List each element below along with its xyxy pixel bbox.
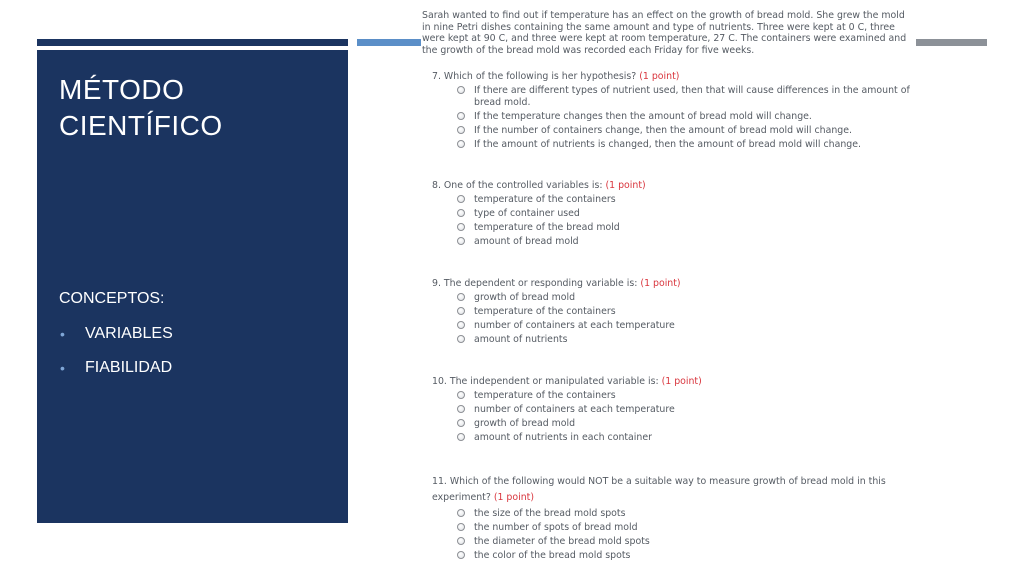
- radio-button[interactable]: [457, 237, 465, 245]
- points-label: (1 point): [493, 492, 534, 503]
- points-label: (1 point): [639, 71, 680, 82]
- radio-button[interactable]: [457, 523, 465, 531]
- points-label: (1 point): [605, 180, 646, 191]
- radio-button[interactable]: [457, 293, 465, 301]
- accent-bar-middle: [357, 39, 421, 46]
- accent-bar-left: [37, 39, 348, 46]
- concept-label: VARIABLES: [85, 325, 173, 342]
- answer-option[interactable]: [432, 432, 912, 444]
- question-11: [432, 474, 902, 562]
- answer-option[interactable]: [432, 208, 912, 220]
- answer-option[interactable]: [432, 85, 912, 108]
- concept-item: [59, 358, 173, 378]
- title-panel: [37, 50, 348, 523]
- radio-button[interactable]: [457, 140, 465, 148]
- radio-button[interactable]: [457, 433, 465, 441]
- radio-button[interactable]: [457, 112, 465, 120]
- slide-title-line-2: CIENTÍFICO: [59, 110, 223, 141]
- option-label: amount of nutrients: [474, 334, 568, 346]
- question-10: [432, 376, 912, 444]
- option-label: temperature of the bread mold: [474, 222, 620, 234]
- radio-button[interactable]: [457, 419, 465, 427]
- option-label: the diameter of the bread mold spots: [474, 536, 650, 548]
- concepts-heading: CONCEPTOS:: [59, 290, 165, 307]
- bullet-icon: •: [60, 326, 65, 342]
- answer-option[interactable]: [432, 194, 912, 206]
- concept-item: [59, 324, 173, 344]
- radio-button[interactable]: [457, 335, 465, 343]
- option-label: number of containers at each temperature: [474, 320, 675, 332]
- concept-list: [59, 324, 173, 378]
- answer-option[interactable]: [432, 125, 912, 137]
- radio-button[interactable]: [457, 321, 465, 329]
- answer-option[interactable]: [432, 522, 902, 534]
- radio-button[interactable]: [457, 307, 465, 315]
- radio-button[interactable]: [457, 86, 465, 94]
- answer-option[interactable]: [432, 390, 912, 402]
- answer-option[interactable]: [432, 550, 902, 562]
- option-label: temperature of the containers: [474, 390, 616, 402]
- answer-option[interactable]: [432, 306, 912, 318]
- option-label: amount of nutrients in each container: [474, 432, 652, 444]
- question-9: [432, 278, 912, 346]
- question-text: 7. Which of the following is her hypothesis? (1 point): [432, 71, 680, 82]
- question-text: 10. The independent or manipulated variable is: (1 point): [432, 376, 702, 387]
- bullet-icon: •: [60, 360, 65, 376]
- radio-button[interactable]: [457, 209, 465, 217]
- slide-title-line-1: MÉTODO: [59, 74, 185, 105]
- option-label: growth of bread mold: [474, 418, 576, 430]
- answer-option[interactable]: [432, 111, 912, 123]
- answer-option[interactable]: [432, 404, 912, 416]
- accent-bar-right: [916, 39, 987, 46]
- option-label: growth of bread mold: [474, 292, 576, 304]
- option-label: the color of the bread mold spots: [474, 550, 631, 562]
- radio-button[interactable]: [457, 391, 465, 399]
- slide-title: [59, 72, 223, 144]
- option-label: If the number of containers change, then the amount of bread mold will change.: [474, 124, 852, 136]
- option-label: If the temperature changes then the amount of bread mold will change.: [474, 110, 812, 122]
- answer-option[interactable]: [432, 334, 912, 346]
- question-text: 11. Which of the following would NOT be a suitable way to measure growth of bread mold in this experiment? (1 point): [432, 476, 886, 503]
- answer-option[interactable]: [432, 292, 912, 304]
- option-label: the number of spots of bread mold: [474, 522, 638, 534]
- points-label: (1 point): [661, 376, 702, 387]
- radio-button[interactable]: [457, 551, 465, 559]
- answer-option[interactable]: [432, 139, 912, 151]
- answer-option[interactable]: [432, 418, 912, 430]
- option-label: number of containers at each temperature: [474, 404, 675, 416]
- option-label: If there are different types of nutrient used, then that will cause differences in the amount of bread mold.: [474, 85, 910, 108]
- answer-option[interactable]: [432, 508, 902, 520]
- question-8: [432, 180, 912, 248]
- concept-label: FIABILIDAD: [85, 359, 173, 376]
- radio-button[interactable]: [457, 223, 465, 231]
- concepts-section: [59, 290, 173, 392]
- option-label: temperature of the containers: [474, 306, 616, 318]
- answer-option[interactable]: [432, 536, 902, 548]
- option-label: type of container used: [474, 208, 580, 220]
- option-label: amount of bread mold: [474, 236, 579, 248]
- answer-option[interactable]: [432, 320, 912, 332]
- radio-button[interactable]: [457, 195, 465, 203]
- radio-button[interactable]: [457, 405, 465, 413]
- question-text: 9. The dependent or responding variable is: (1 point): [432, 278, 681, 289]
- answer-option[interactable]: [432, 222, 912, 234]
- radio-button[interactable]: [457, 537, 465, 545]
- question-7: [432, 71, 912, 151]
- points-label: (1 point): [640, 278, 681, 289]
- scenario-text: Sarah wanted to find out if temperature has an effect on the growth of bread mold. She grew the mold in nine Petri dishes containing the same amount and type of nutrients. Three were kept at 0 C, three were kept at 90 C, and three were kept at room temperature, 27 C. The containers were examined and the growth of the bread mold was recorded each Friday for five weeks.: [422, 10, 907, 56]
- option-label: temperature of the containers: [474, 194, 616, 206]
- option-label: If the amount of nutrients is changed, then the amount of bread mold will change.: [474, 138, 861, 150]
- answer-option[interactable]: [432, 236, 912, 248]
- question-text: 8. One of the controlled variables is: (1 point): [432, 180, 646, 191]
- radio-button[interactable]: [457, 509, 465, 517]
- radio-button[interactable]: [457, 126, 465, 134]
- option-label: the size of the bread mold spots: [474, 508, 626, 520]
